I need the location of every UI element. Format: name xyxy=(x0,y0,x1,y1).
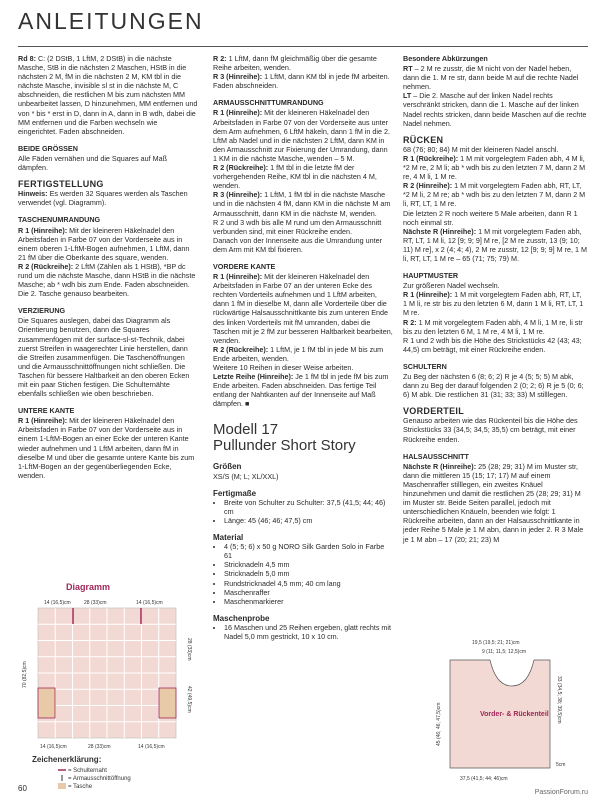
legend-1: = Schulternaht xyxy=(68,768,107,774)
legend-swatch-3 xyxy=(58,783,66,789)
paragraph-rd8: Rd 8: C: (2 DStB, 1 LftM, 2 DStB) in die nächste Masche, StB in die nächsten 2 Maschen, HStB in die nächsten 2 M, fM in die nächsten 2 M, KM tbl in die nächste Masche, invisible sl st in die nächste M, C abschneiden, die restlichen M bis zum nächsten MM unbearbeitet lassen, D hinzunehmen, MM entfernen und von * bis * erst in D, dann in A, dann in B wdh, dabei die MM entfernen und die Farben wechseln wie eingerichtet. Faden abschneiden. xyxy=(18,54,198,136)
dim-top-left: 14 (16,5)cm xyxy=(44,600,71,606)
dim-right-2: 42 (49,5)cm xyxy=(186,686,192,713)
model-number: Modell 17 xyxy=(213,421,279,439)
paragraph-lt: LT – Die 2. Masche auf der linken Nadel rechts verschränkt stricken, dann die 1. Masche auf der linken Nadel rechts stricken, dann beide Maschen auf die rechte Nadel nehmen. xyxy=(403,91,587,128)
heading-hauptmuster: HAUPTMUSTER xyxy=(403,271,459,281)
heading-groessen: Größen xyxy=(213,462,242,472)
schematic-diagram xyxy=(430,636,590,796)
schem-label: Vorder- & Rückenteil xyxy=(480,711,549,718)
dim-bot-left: 14 (16,5)cm xyxy=(40,744,67,750)
schem-top2: 9 (11; 11,5; 12,5)cm xyxy=(482,649,527,655)
paragraph-vord-r2: R 2 (Rückreihe): 1 LftM, je 1 fM tbl in jede M bis zum Ende arbeiten, wenden. xyxy=(213,344,384,363)
list-item: • Breite von Schulter zu Schulter: 37,5 (41,5; 44; 46) cm xyxy=(224,498,393,516)
paragraph-rt: RT – 2 M re zusstr, die M nicht von der Nadel heben, dann die 1. M re str, dann beide M auf die rechte Nadel nehmen. xyxy=(403,64,579,92)
heading-halsausschnitt: HALSAUSSCHNITT xyxy=(403,451,469,461)
schematic-svg xyxy=(430,636,590,796)
heading-material: Material xyxy=(213,533,244,543)
page-number: 60 xyxy=(18,784,27,793)
schem-right: 33 (34,5; 38; 39,5)cm xyxy=(556,676,562,724)
paragraph-haupt-rest: R 1 und 2 wdh bis die Höhe des Strickstücks 42 (43; 43; 44,5) cm beträgt, mit einer Rückreihe enden. xyxy=(403,335,582,354)
schem-top1: 19,5 (19,5; 21; 21)cm xyxy=(472,640,520,646)
paragraph-r2: R 2: 1 LftM, dann fM gleichmäßig über die gesamte Reihe arbeiten, wenden. xyxy=(213,54,377,73)
fertigmasse-list xyxy=(213,498,393,525)
dim-top-mid: 28 (33)cm xyxy=(84,600,107,606)
heading-ruecken: RÜCKEN xyxy=(403,134,444,145)
heading-beide: BEIDE GRÖSSEN xyxy=(18,143,78,153)
paragraph-tasch-r1: R 1 (Hinreihe): Mit der kleineren Häkelnadel den Arbeitsfaden in Farbe 07 von der Vorderseite aus in einem oberen 1-LftM-Bogen aufnehmen, 1 LftM, dann 21 fM über die Oberkante des square, wenden. xyxy=(18,225,190,262)
dim-top-right: 14 (16,5)cm xyxy=(136,600,163,606)
pocket-right xyxy=(159,688,176,718)
list-item: • 16 Maschen und 25 Reihen ergeben, glatt rechts mit Nadel 5,0 mm gestrickt, 10 x 10 cm. xyxy=(224,623,393,641)
sizes-text: XS/S (M; L; XL/XXL) xyxy=(213,471,279,481)
schem-small: 5cm xyxy=(556,762,566,768)
model-heading xyxy=(213,422,393,454)
paragraph-verzierung: Die Squares auslegen, dabei das Diagramm als Orientierung benutzen, dann die Squares zusammenfügen mit der surface-sl-st-Technik, dabei zuerst Streifen in waagerechter Linie herstellen, dann die Streifen zusammenfügen. Die Taschenöffnungen und die Armausschnittöffnungen nicht schließen. Die Taschen für bessere Haltbarkeit an den oberen Ecken mit ein paar Stichen festigen. Die Schulternähte ebenfalls schließen wie oben beschrieben. xyxy=(18,316,190,399)
watermark: PassionForum.ru xyxy=(534,789,588,796)
legend-2: = Armausschnittöffnung xyxy=(68,776,131,782)
paragraph-schultern: Zu Beg der nächsten 6 (8; 6; 2) R je 4 (5; 5; 5) M abk, dann zu Beg der darauf folgenden 2 (0; 2; 6) R je 5 (0; 6; 6) M abk. Die restlichen 31 (31; 33; 33) M stilllegen. xyxy=(403,372,584,400)
pocket-left xyxy=(38,688,55,718)
paragraph-ruck-r1: R 1 (Rückreihe): 1 M mit vorgelegtem Faden abh, 4 M li, *2 M re, 2 M li; ab * wdh bis zu den letzten 7 M, dann 2 M re, 4 M li, 1 M re. xyxy=(403,153,586,182)
heading-maschenprobe: Maschenprobe xyxy=(213,613,270,623)
list-item: • Stricknadeln 4,5 mm xyxy=(224,560,393,569)
heading-untere-kante: UNTERE KANTE xyxy=(18,406,75,416)
paragraph-unt-r1: R 1 (Hinreihe): Mit der kleineren Häkelnadel den Arbeitsfaden in Farbe 07 von der Vorderseite aus in einem 1-LftM-Bogen an einer Ecke der unteren Kante wieder aufnehmen und 1 LftM arbeiten, dann fM in dieselbe M und über die gesamte untere Kante bis zum 1-LftM-Bogen an der gegenüberliegenden Ecke, wenden. xyxy=(18,416,195,480)
paragraph-vord-letzte: Letzte Reihe (Hinreihe): Je 1 fM tbl in jede fM bis zum Ende arbeiten. Faden abschneiden. Das fertige Teil entlang der Nahtkanten auf der Innenseite auf Maß dämpfen. ■ xyxy=(213,372,389,409)
paragraph-vorderteil: Genauso arbeiten wie das Rückenteil bis die Höhe des Strickstücks 33 (34,5; 34,5; 35,5) cm beträgt, mit einer Rückreihe enden. xyxy=(403,416,578,444)
diagram-svg xyxy=(18,578,208,796)
dim-bot-right: 14 (16,5)cm xyxy=(138,744,165,750)
paragraph-arm-rest: R 2 und 3 wdh bis alle M rund um den Armausschnitt verbunden sind, mit einer Rückreihe enden. xyxy=(213,217,382,236)
paragraph-haupt-intro: Zur größeren Nadel wechseln. xyxy=(403,281,500,291)
heading-taschenumrandung: TASCHENUMRANDUNG xyxy=(18,215,101,225)
list-item: • 4 (5; 5; 6) x 50 g NORO Silk Garden Solo in Farbe 61 xyxy=(224,542,393,560)
paragraph-arm-r1: R 1 (Hinreihe): Mit der kleineren Häkelnadel den Arbeitsfaden in Farbe 07 von der Vorderseite aus unter dem Arm aufnehmen, 6 LftM häkeln, dann 1 fM in die 2. LftM ab Nadel und in die nächsten 2 LftM, dann KM in den Armausschnitt zur Fixierung der Umrandung, dann 1 KM in die nächste Masche, wenden – 5 M. xyxy=(213,108,390,163)
column-2 xyxy=(213,54,393,641)
paragraph-haupt-r1: R 1 (Hinreihe): 1 M mit vorgelegtem Faden abh, RT, LT, 1 M li, re str bis zu den letzten 6 M, dann 1 M li, RT, LT, 1 M re. xyxy=(403,290,584,318)
heading-armausschnitt: ARMAUSSCHNITTUMRANDUNG xyxy=(213,98,324,108)
schem-bottom: 37,5 (41,5; 44; 46)cm xyxy=(460,776,508,782)
paragraph-ruck-rest: Die letzten 2 R noch weitere 5 Male arbeiten, dann R 1 noch einmal str. xyxy=(403,208,578,227)
paragraph-haupt-r2: R 2: 1 M mit vorgelegtem Faden abh, 4 M li, 1 M re, li str bis zu den letzten 6 M, 1 M re, 4 M li, 1 M re. xyxy=(403,317,583,336)
list-item: • Stricknadeln 5,0 mm xyxy=(224,569,393,578)
legend-heading: Zeichenerklärung: xyxy=(32,755,102,764)
paragraph-hals: Nächste R (Hinreihe): 25 (28; 29; 31) M im Muster str, dann die mittleren 15 (15; 17; 17) M auf einem Maschenraffer stilllegen, ein zweites Knäuel hinzunehmen und damit die restlichen 25 (28; 29; 31) M im Muster str. Beide Seiten parallel, jedoch mit unterschiedlichen Knäueln, beenden wie folgt: 1 Rückreihe arbeiten, dann an der Halsausschnittkante in jeder Reihe 5 Male je 1 M abn, dann in jeder 2. R 3 Male je 1 M abn – 17 (20; 21; 23) M xyxy=(403,461,584,544)
heading-fertigmasse: Fertigmaße xyxy=(213,488,257,498)
pocket-diagram xyxy=(18,578,208,796)
schem-left: 45 (46; 46; 47,5)cm xyxy=(436,702,442,746)
model-name: Pullunder Short Story xyxy=(213,437,356,455)
heading-abkuerzungen: Besondere Abkürzungen xyxy=(403,54,488,63)
material-list xyxy=(213,542,393,606)
dim-left: 70 (82,5)cm xyxy=(22,661,28,688)
paragraph-arm-r2: R 2 (Rückreihe): 1 fM tbl in die letzte fM der vorhergehenden Reihe, KM tbl in die nächsten 4 M, wenden. xyxy=(213,163,377,191)
maschenprobe-list xyxy=(213,623,393,641)
heading-schultern: SCHULTERN xyxy=(403,361,447,371)
list-item: • Rundstricknadel 4,5 mm; 40 cm lang xyxy=(224,579,393,588)
paragraph-arm-r3: R 3 (Hinreihe): 1 LftM, 1 fM tbl in die nächste Masche und in die nächsten 4 fM, dann KM in die nächste M am Armausschnitt, dann KM in die nächste M, wenden. xyxy=(213,190,391,218)
paragraph-tasch-r2: R 2 (Rückreihe): 2 LftM (Zählen als 1 HStB), *BP dc rund um die nächste Masche, dann HStB in die nächste Masche; ab * wdh bis zum Ende. Faden abschneiden. Die 2. Tasche genauso bearbeiten. xyxy=(18,261,196,299)
paragraph-ruck-r2: R 2 (Hinreihe): 1 M mit vorgelegtem Faden abh, RT, LT, *2 M li, 2 M re; ab * wdh bis zu den letzten 7 M, dann 2 M li, RT, LT, 1 M re. xyxy=(403,181,586,209)
list-item: • Maschenraffer xyxy=(224,588,393,597)
paragraph-vord-weit: Weitere 10 Reihen in dieser Weise arbeiten. xyxy=(213,363,354,372)
legend-3: = Tasche xyxy=(68,784,93,790)
column-1 xyxy=(18,54,198,488)
paragraph-ruck-intro: 68 (76; 80; 84) M mit der kleineren Nadel anschl. xyxy=(403,144,559,154)
column-3 xyxy=(403,54,587,552)
dim-bot-mid: 28 (33)cm xyxy=(88,744,111,750)
list-item: • Länge: 45 (46; 46; 47,5) cm xyxy=(224,516,393,525)
paragraph-vord-r1: R 1 (Hinreihe): Mit der kleineren Häkelnadel den Arbeitsfaden in Farbe 07 an der unteren Ecke des rechten Vorderteils aufnehmen und 1 LftM arbeiten, dann 1 fM in dieselbe M, dann alle Vorderteile über die rückwärtige Halsausschnittkante bis zum unteren Ende des linken Vorderteils mit fM umranden, dabei die Taschen mit je 2 fM zur besseren Haltbarkeit bearbeiten, wenden. xyxy=(213,272,393,345)
heading-fertigstellung: FERTIGSTELLUNG xyxy=(18,179,104,190)
paragraph-arm-danach: Danach von der Innenseite aus die Umrandung unter dem Arm mit KM tbl fixieren. xyxy=(213,235,383,254)
paragraph-beide: Alle Fäden vernähen und die Squares auf Maß dämpfen. xyxy=(18,153,168,173)
heading-vordere-kante: VORDERE KANTE xyxy=(213,261,276,271)
paragraph-ruck-n: Nächste R (Hinreihe): 1 M mit vorgelegtem Faden abh, RT, LT, 1 M li, 12 [9; 9; 9] M re, [2 M re zusstr, 13 (9; 10; 11) M re], x 2 (4; 4; 4), 2 M re zusstr, 12 [9; 9; 9] M re, 1 M li, RT, LT, 1 M re – 65 (71; 75; 79) M. xyxy=(403,226,588,263)
dim-right: 28 (33)cm xyxy=(186,638,192,661)
page-title: ANLEITUNGEN xyxy=(18,8,204,34)
diagram-title: Diagramm xyxy=(66,582,111,592)
paragraph-r3: R 3 (Hinreihe): 1 LftM, dann KM tbl in jede fM arbeiten. Faden abschneiden. xyxy=(213,72,390,91)
list-item: • Maschenmarkierer xyxy=(224,597,393,606)
page-header xyxy=(18,8,588,47)
paragraph-hinweis: Hinweis: Es werden 32 Squares werden als Taschen verwendet (vgl. Diagramm). xyxy=(18,189,188,208)
heading-verzierung: VERZIERUNG xyxy=(18,306,66,316)
heading-vorderteil: VORDERTEIL xyxy=(403,406,465,417)
